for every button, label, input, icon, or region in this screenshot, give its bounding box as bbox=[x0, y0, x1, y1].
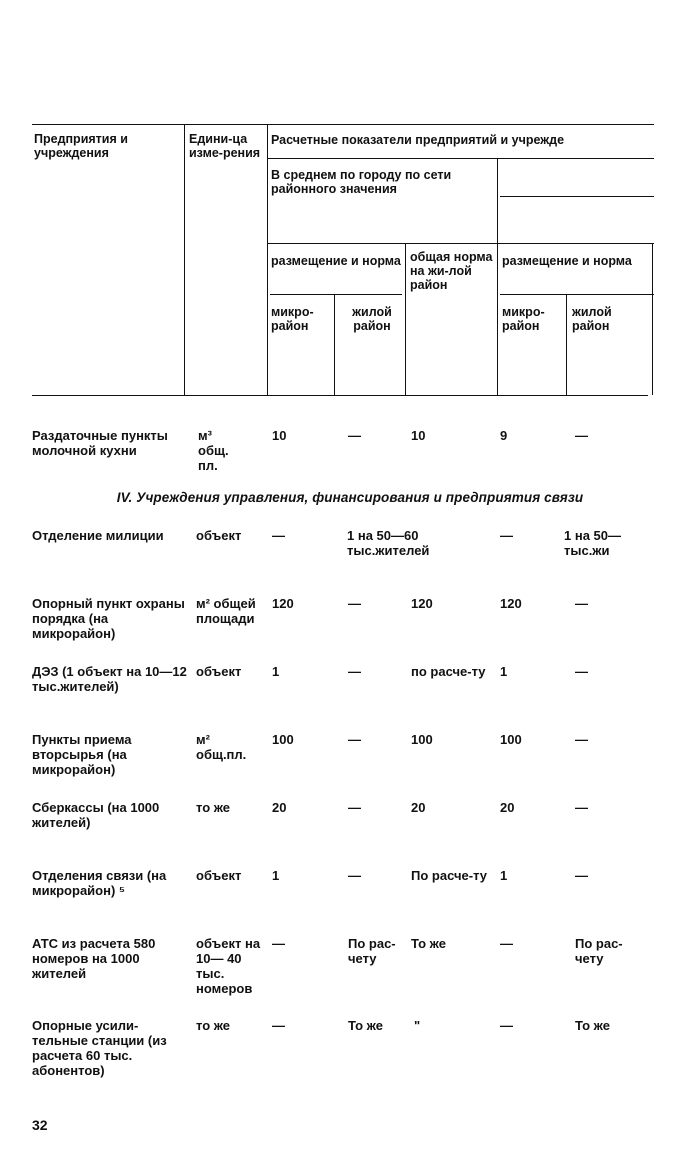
row-dez-c5: — bbox=[575, 664, 588, 679]
row-post-unit: объект bbox=[196, 868, 242, 883]
page-number: 32 bbox=[32, 1117, 48, 1133]
row-ats-name: АТС из расчета 580 номеров на 1000 жителей bbox=[32, 936, 156, 981]
header-bottom-rule bbox=[32, 395, 648, 396]
row-amplifier-c4: — bbox=[500, 1018, 513, 1033]
row-ats-c3: То же bbox=[411, 936, 446, 951]
header-rule-indicators bbox=[267, 158, 654, 159]
header-enterprises: Предприятия и учреждения bbox=[34, 132, 128, 160]
row-post-c5: — bbox=[575, 868, 588, 883]
row-savings-c4: 20 bbox=[500, 800, 515, 815]
row-amplifier-c2: То же bbox=[348, 1018, 383, 1033]
row-recycling-c1: 100 bbox=[272, 732, 294, 747]
row-dez-c4: 1 bbox=[500, 664, 508, 679]
header-residential-1: жилой район bbox=[352, 305, 392, 333]
row-recycling-c4: 100 bbox=[500, 732, 522, 747]
row-support-name: Опорный пункт охраны порядка (на микрорайон) bbox=[32, 596, 185, 641]
row-post-c1: 1 bbox=[272, 868, 280, 883]
header-indicators: Расчетные показатели предприятий и учрежде bbox=[271, 133, 565, 147]
header-unit: Едини-ца изме-рения bbox=[189, 132, 261, 160]
header-microdistrict-1: микро-район bbox=[271, 305, 314, 333]
col-divider-right-edge bbox=[652, 243, 653, 395]
row-support-unit: м² общей площади bbox=[196, 596, 256, 626]
header-placement-norm-1: размещение и норма bbox=[271, 254, 401, 268]
header-avg-city-network: В среднем по городу по сети районного значения bbox=[271, 168, 452, 196]
col-divider-1 bbox=[184, 124, 185, 395]
row-police-c4: — bbox=[500, 528, 513, 543]
header-residential-2: жилой район bbox=[572, 305, 612, 333]
row-support-c2: — bbox=[348, 596, 361, 611]
section-title: IV. Учреждения управления, финансирования и предприятия связи bbox=[116, 490, 584, 505]
row-amplifier-c5: То же bbox=[575, 1018, 610, 1033]
row-support-c3: 120 bbox=[411, 596, 433, 611]
header-placement-norm-2: размещение и норма bbox=[502, 254, 632, 268]
header-total-norm: общая норма на жи-лой район bbox=[410, 250, 493, 292]
row-support-c1: 120 bbox=[272, 596, 294, 611]
header-rule-sub-2 bbox=[500, 294, 654, 295]
col-divider-micro-1 bbox=[334, 294, 335, 395]
row-police-unit: объект bbox=[196, 528, 242, 543]
row-milk-c1: 10 bbox=[272, 428, 287, 443]
header-microdistrict-2: микро-район bbox=[502, 305, 545, 333]
row-milk-name: Раздаточные пункты молочной кухни bbox=[32, 428, 168, 458]
header-rule-right-stub bbox=[500, 196, 654, 197]
row-ats-c4: — bbox=[500, 936, 513, 951]
row-amplifier-unit: то же bbox=[196, 1018, 231, 1033]
row-police-c1: — bbox=[272, 528, 285, 543]
row-recycling-unit: м² общ.пл. bbox=[196, 732, 247, 762]
row-ats-c5: По рас-чету bbox=[575, 936, 623, 966]
row-milk-c3: 10 bbox=[411, 428, 426, 443]
row-amplifier-name: Опорные усили-тельные станции (из расчета 60 тыс. абонентов) bbox=[32, 1018, 167, 1078]
row-recycling-c2: — bbox=[348, 732, 361, 747]
row-dez-c3: по расче-ту bbox=[411, 664, 486, 679]
row-post-c4: 1 bbox=[500, 868, 508, 883]
row-police-c2: 1 на 50—60 тыс.жителей bbox=[347, 528, 430, 558]
row-police-name: Отделение милиции bbox=[32, 528, 164, 543]
col-divider-micro-2 bbox=[566, 294, 567, 395]
row-milk-c5: — bbox=[575, 428, 588, 443]
row-dez-c1: 1 bbox=[272, 664, 280, 679]
row-savings-name: Сберкассы (на 1000 жителей) bbox=[32, 800, 160, 830]
row-police-c5: 1 на 50— тыс.жи bbox=[564, 528, 621, 558]
row-milk-c2: — bbox=[348, 428, 361, 443]
row-support-c4: 120 bbox=[500, 596, 522, 611]
row-amplifier-c1: — bbox=[272, 1018, 285, 1033]
header-rule-sub-1 bbox=[270, 294, 402, 295]
row-dez-c2: — bbox=[348, 664, 361, 679]
header-rule-placement bbox=[267, 243, 654, 244]
row-ats-c2: По рас-чету bbox=[348, 936, 396, 966]
col-divider-total bbox=[405, 243, 406, 395]
row-amplifier-c3: " bbox=[414, 1018, 421, 1033]
row-savings-c1: 20 bbox=[272, 800, 287, 815]
row-milk-unit: м³ общ. пл. bbox=[198, 428, 229, 473]
header-top-rule bbox=[32, 124, 654, 125]
row-recycling-c3: 100 bbox=[411, 732, 433, 747]
row-savings-unit: то же bbox=[196, 800, 231, 815]
row-milk-c4: 9 bbox=[500, 428, 508, 443]
row-savings-c2: — bbox=[348, 800, 361, 815]
row-recycling-c5: — bbox=[575, 732, 588, 747]
row-post-c3: По расче-ту bbox=[411, 868, 487, 883]
row-support-c5: — bbox=[575, 596, 588, 611]
row-dez-name: ДЭЗ (1 объект на 10—12 тыс.жителей) bbox=[32, 664, 187, 694]
row-recycling-name: Пункты приема вторсырья (на микрорайон) bbox=[32, 732, 132, 777]
row-savings-c5: — bbox=[575, 800, 588, 815]
row-dez-unit: объект bbox=[196, 664, 242, 679]
row-savings-c3: 20 bbox=[411, 800, 426, 815]
row-ats-c1: — bbox=[272, 936, 285, 951]
row-post-c2: — bbox=[348, 868, 361, 883]
row-post-name: Отделения связи (на микрорайон) ⁵ bbox=[32, 868, 167, 898]
row-ats-unit: объект на 10— 40 тыс. номеров bbox=[196, 936, 261, 996]
col-divider-2 bbox=[267, 124, 268, 395]
